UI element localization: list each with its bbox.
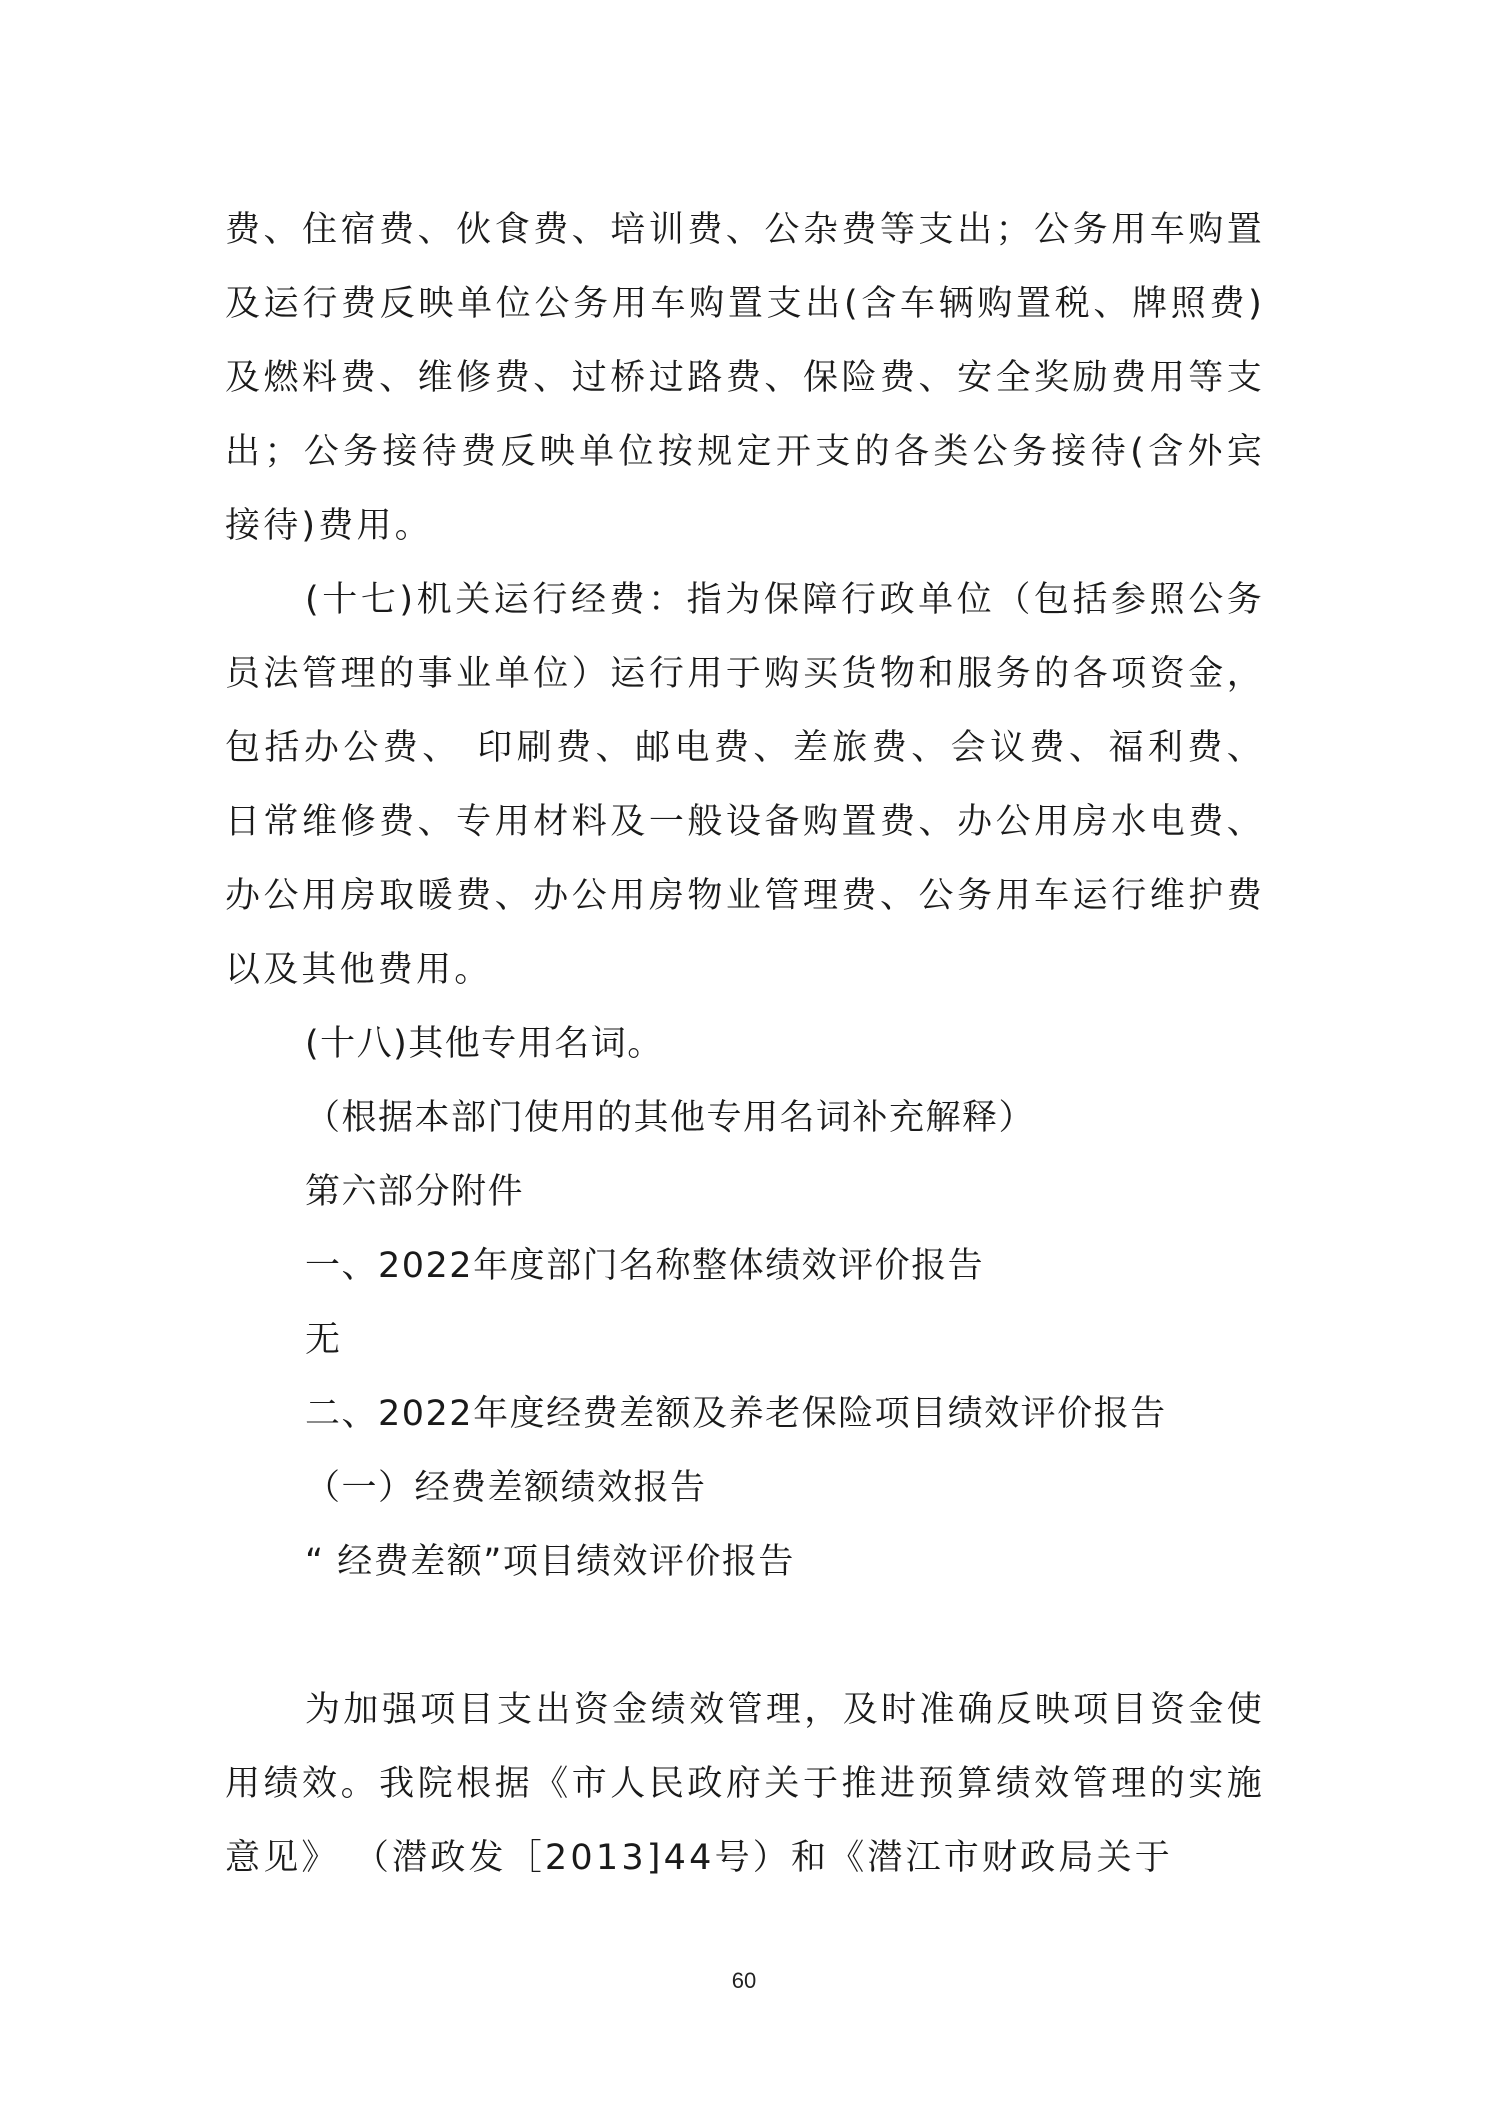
section-heading-part-six: 第六部分附件 <box>305 1172 525 1212</box>
heading-project-evaluation-report: 二、2022年度经费差额及养老保险项目绩效评价报告 <box>305 1394 1167 1434</box>
blank-line <box>225 1599 1265 1673</box>
report-title: “ 经费差额”项目绩效评价报告 <box>305 1542 795 1582</box>
page-body <box>225 193 1265 1895</box>
paragraph-agency-operating-expenses: (十七)机关运行经费：指为保障行政单位（包括参照公务员法管理的事业单位）运行用于购买货物和服务的各项资金，包括办公费、 印刷费、邮电费、差旅费、会议费、福利费、 日常维修费、专用材料及一般设备购置费、办公用房水电费、办公用房取暖费、办公用房物业管理费、公务用车运行维护费以及其他费用。 <box>225 580 1265 990</box>
item-other-terms: (十八)其他专用名词。 <box>305 1024 664 1064</box>
page-number: 60 <box>731 1968 757 1993</box>
note-supplementary-explanation: （根据本部门使用的其他专用名词补充解释） <box>305 1098 1036 1138</box>
text-none: 无 <box>305 1320 342 1360</box>
heading-overall-evaluation-report: 一、2022年度部门名称整体绩效评价报告 <box>305 1246 985 1286</box>
paragraph-official-expenses: 费、住宿费、伙食费、培训费、公杂费等支出；公务用车购置及运行费反映单位公务用车购置支出(含车辆购置税、牌照费)及燃料费、维修费、过桥过路费、保险费、安全奖励费用等支出；公务接待费反映单位按规定开支的各类公务接待(含外宾接待)费用。 <box>225 210 1265 546</box>
subheading-funding-gap-report: （一）经费差额绩效报告 <box>305 1468 707 1508</box>
paragraph-report-intro: 为加强项目支出资金绩效管理，及时准确反映项目资金使用绩效。我院根据《市人民政府关于推进预算绩效管理的实施意见》 （潜政发［2013]44号）和《潜江市财政局关于 <box>225 1690 1265 1878</box>
